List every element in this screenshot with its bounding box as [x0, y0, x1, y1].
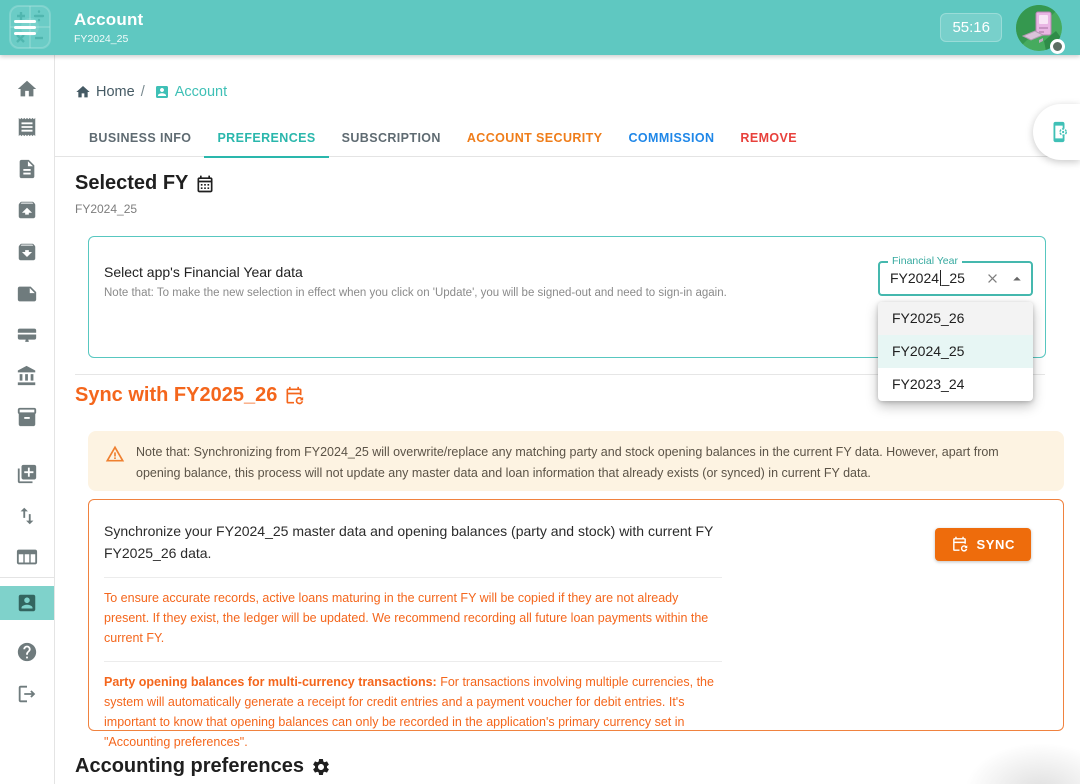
sidebar-item-inventory[interactable]: [0, 402, 54, 432]
main-content: [55, 55, 1080, 784]
selected-fy-heading-text: Selected FY: [75, 172, 189, 194]
tab-preferences[interactable]: PREFERENCES: [204, 121, 328, 157]
sidebar: [0, 55, 55, 784]
sidebar-item-library-add[interactable]: [0, 459, 54, 489]
help-icon: [16, 641, 38, 663]
sidebar-item-help[interactable]: [0, 637, 54, 667]
breadcrumb-home-link[interactable]: Home: [96, 84, 135, 100]
breadcrumb-current: Account: [174, 84, 228, 100]
tab-bar: [55, 121, 1080, 157]
bank-icon: [16, 365, 38, 387]
calendar-sync-icon: [951, 536, 968, 553]
sync-note-loans: To ensure accurate records, active loans maturing in the current FY will be copied if they are not already present. If they exist, the ledger will be updated. We recommend recording all future loan payments within the current FY.: [104, 591, 709, 645]
app-logo: [0, 0, 58, 55]
accounting-preferences-heading: [75, 755, 331, 778]
sidebar-item-archive[interactable]: [0, 237, 54, 267]
document-icon: [16, 158, 38, 180]
sidebar-item-unarchive[interactable]: [0, 195, 54, 225]
sync-button-label: SYNC: [976, 537, 1015, 552]
status-ring-icon: [1050, 39, 1065, 54]
sync-description: Synchronize your FY2024_25 master data and opening balances (party and stock) with current FY FY2025_26 data.: [104, 523, 714, 561]
financial-year-select-label: Financial Year: [888, 255, 962, 267]
unarchive-icon: [16, 199, 38, 221]
table-icon: [16, 546, 38, 568]
sidebar-item-pos[interactable]: [0, 320, 54, 350]
sidebar-divider: [0, 577, 54, 578]
breadcrumb-separator: /: [140, 84, 145, 100]
note-icon: [16, 283, 38, 305]
card-divider: [104, 661, 722, 662]
clear-x-icon[interactable]: [985, 271, 1000, 286]
sidebar-item-logout[interactable]: [0, 679, 54, 709]
calendar-sync-icon: [284, 386, 304, 406]
tab-business-info[interactable]: BUSINESS INFO: [89, 130, 192, 145]
tab-account-security[interactable]: ACCOUNT SECURITY: [466, 130, 603, 145]
logout-icon: [16, 683, 38, 705]
menu-button[interactable]: [14, 16, 40, 38]
fy-card-note: Note that: To make the new selection in effect when you click on 'Update', you will be signed-out and need to sign-in again.: [104, 287, 727, 299]
sync-card: [88, 499, 1064, 749]
breadcrumb-account-icon: [154, 84, 170, 100]
selected-fy-subtitle: FY2024_25: [75, 202, 138, 216]
receipt-icon: [16, 116, 38, 138]
tab-commission[interactable]: COMMISSION: [628, 130, 715, 145]
sidebar-item-tables[interactable]: [0, 542, 54, 572]
sync-warning-text: Note that: Synchronizing from FY2024_25 will overwrite/replace any matching party and stock opening balances in the current FY data. However, apart from opening balance, this process will not update any master data and loan information that already exists (or synced) in current FY data.: [136, 445, 999, 480]
option-fy2025-26[interactable]: FY2025_26: [878, 302, 1033, 335]
import-export-icon: [16, 505, 38, 527]
calendar-icon: [195, 174, 215, 194]
mobile-app-pill-button[interactable]: [1033, 104, 1080, 160]
account-badge-icon: [16, 592, 38, 614]
option-fy2023-24[interactable]: FY2023_24: [892, 376, 965, 392]
sync-note-multicurrency: Party opening balances for multi-currency transactions: For transactions involving multiple currencies, the system will automatically generate a receipt for credit entries and a payment voucher for debit entries. It's important to know that opening balances can only be recorded in the application's primary currency set in "Accounting preferences".: [104, 675, 714, 749]
breadcrumb: [75, 84, 227, 100]
sidebar-item-notes[interactable]: [0, 279, 54, 309]
fy-card-title: Select app's Financial Year data: [104, 264, 303, 280]
session-timer-badge: 55:16: [940, 13, 1002, 42]
sync-button[interactable]: [935, 528, 1031, 561]
inventory-icon: [16, 406, 38, 428]
financial-year-dropdown: [878, 302, 1033, 401]
option-fy2024-25[interactable]: FY2024_25: [878, 335, 1033, 368]
gear-icon: [311, 757, 331, 777]
bottom-right-shadow: [965, 743, 1080, 784]
warning-icon: [105, 444, 125, 464]
sidebar-item-bank[interactable]: [0, 361, 54, 391]
phone-gear-icon: [1048, 121, 1070, 143]
sync-heading-text: Sync with FY2025_26: [75, 384, 278, 406]
sync-heading: [75, 384, 304, 407]
financial-year-select[interactable]: [878, 255, 1033, 296]
financial-year-select-value: FY2024 _25: [890, 270, 965, 286]
card-divider: [104, 577, 722, 578]
sidebar-item-import-export[interactable]: [0, 501, 54, 531]
tab-remove[interactable]: REMOVE: [740, 130, 797, 145]
sidebar-item-account[interactable]: [0, 586, 54, 620]
sync-note-bold-lead: Party opening balances for multi-currency transactions:: [104, 675, 437, 689]
selected-fy-heading: [75, 172, 215, 195]
sidebar-item-receipts[interactable]: [0, 112, 54, 142]
home-icon: [16, 78, 38, 100]
sidebar-item-home[interactable]: [0, 74, 54, 104]
page-subtitle: FY2024_25: [74, 33, 129, 45]
tab-subscription[interactable]: SUBSCRIPTION: [341, 130, 441, 145]
arrow-up-icon[interactable]: [1008, 270, 1026, 288]
page-title: Account: [74, 10, 144, 29]
sync-warning-note: [88, 431, 1064, 491]
avatar[interactable]: [1016, 5, 1062, 51]
archive-icon: [16, 241, 38, 263]
pos-terminal-icon: [16, 324, 38, 346]
breadcrumb-home-icon: [75, 84, 91, 100]
accounting-preferences-heading-text: Accounting preferences: [75, 755, 304, 777]
library-add-icon: [16, 463, 38, 485]
app-header: [0, 0, 1080, 55]
sidebar-item-documents[interactable]: [0, 154, 54, 184]
